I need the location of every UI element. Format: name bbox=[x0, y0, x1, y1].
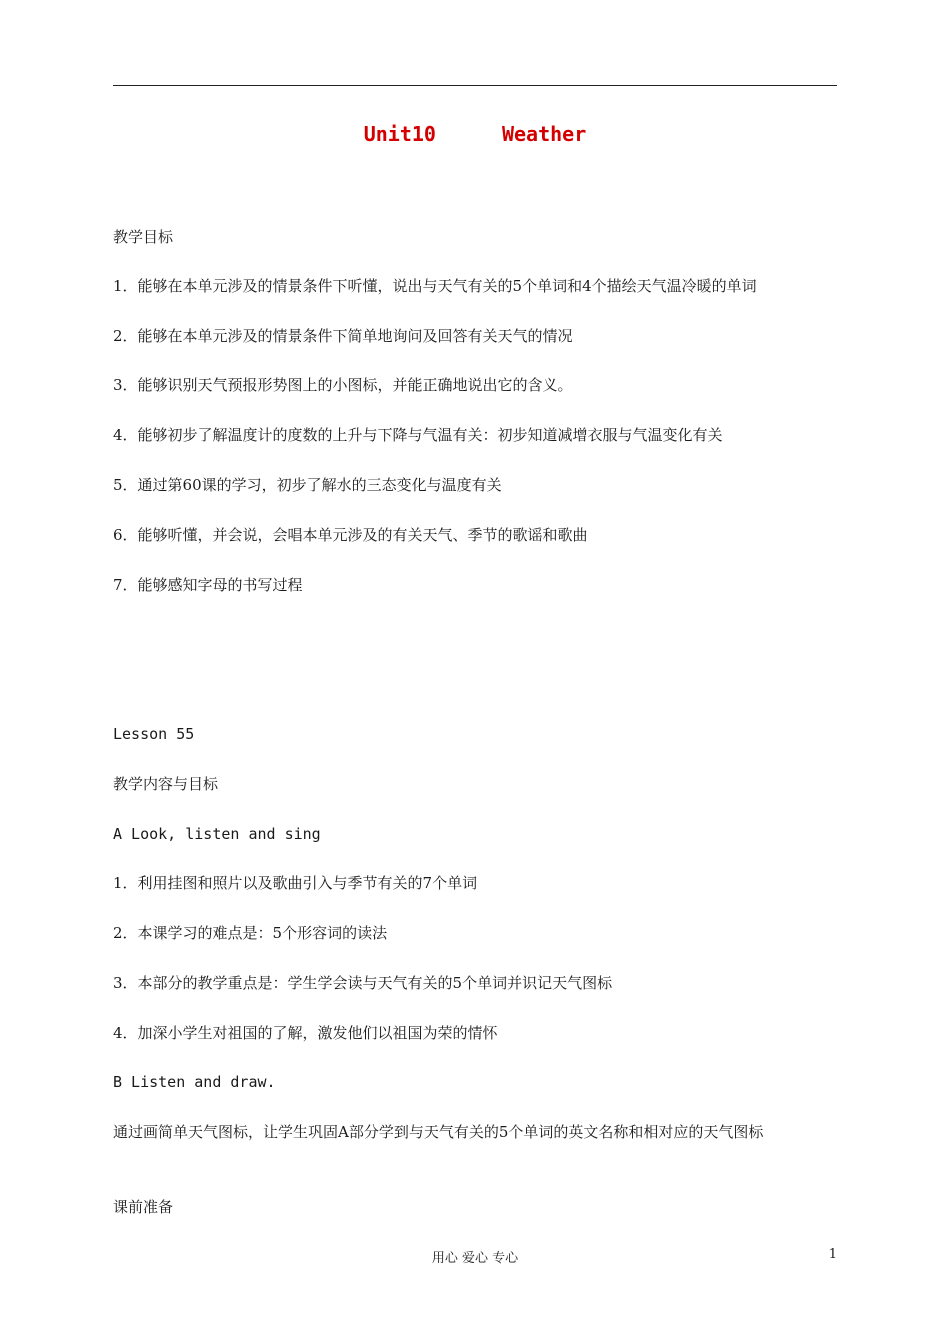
header-rule bbox=[113, 85, 837, 86]
part-a-item: 2．本课学习的难点是：5个形容词的读法 bbox=[113, 924, 388, 942]
lesson-title: Lesson 55 bbox=[113, 725, 195, 743]
objective-item: 2．能够在本单元涉及的情景条件下简单地询问及回答有关天气的情况 bbox=[113, 327, 573, 345]
footer-motto: 用心 爱心 专心 bbox=[431, 1251, 519, 1266]
part-a-item: 3．本部分的教学重点是：学生学会读与天气有关的5个单词并识记天气图标 bbox=[113, 974, 613, 992]
content-heading: 教学内容与目标 bbox=[113, 775, 219, 793]
part-b-heading: B Listen and draw. bbox=[113, 1073, 276, 1091]
objective-item: 4．能够初步了解温度计的度数的上升与下降与气温有关：初步知道减增衣服与气温变化有关 bbox=[113, 426, 723, 444]
part-a-heading: A Look, listen and sing bbox=[113, 825, 321, 843]
objective-item: 3．能够识别天气预报形势图上的小图标，并能正确地说出它的含义。 bbox=[113, 376, 573, 394]
page-number: 1 bbox=[828, 1247, 837, 1262]
title-unit: Unit10 bbox=[363, 122, 436, 146]
objectives-heading: 教学目标 bbox=[113, 228, 174, 246]
page-title bbox=[0, 122, 950, 146]
part-a-item: 4．加深小学生对祖国的了解，激发他们以祖国为荣的情怀 bbox=[113, 1024, 498, 1042]
objective-item: 7．能够感知字母的书写过程 bbox=[113, 576, 303, 594]
objective-item: 6．能够听懂，并会说，会唱本单元涉及的有关天气、季节的歌谣和歌曲 bbox=[113, 526, 588, 544]
objective-item: 1．能够在本单元涉及的情景条件下听懂，说出与天气有关的5个单词和4个描绘天气温冷暖的单词 bbox=[113, 277, 757, 295]
objective-item: 5．通过第60课的学习，初步了解水的三态变化与温度有关 bbox=[113, 476, 502, 494]
part-b-text: 通过画简单天气图标，让学生巩固A部分学到与天气有关的5个单词的英文名称和相对应的天气图标 bbox=[113, 1123, 764, 1141]
prep-heading: 课前准备 bbox=[113, 1198, 174, 1216]
title-topic: Weather bbox=[501, 122, 587, 146]
part-a-item: 1．利用挂图和照片以及歌曲引入与季节有关的7个单词 bbox=[113, 874, 478, 892]
